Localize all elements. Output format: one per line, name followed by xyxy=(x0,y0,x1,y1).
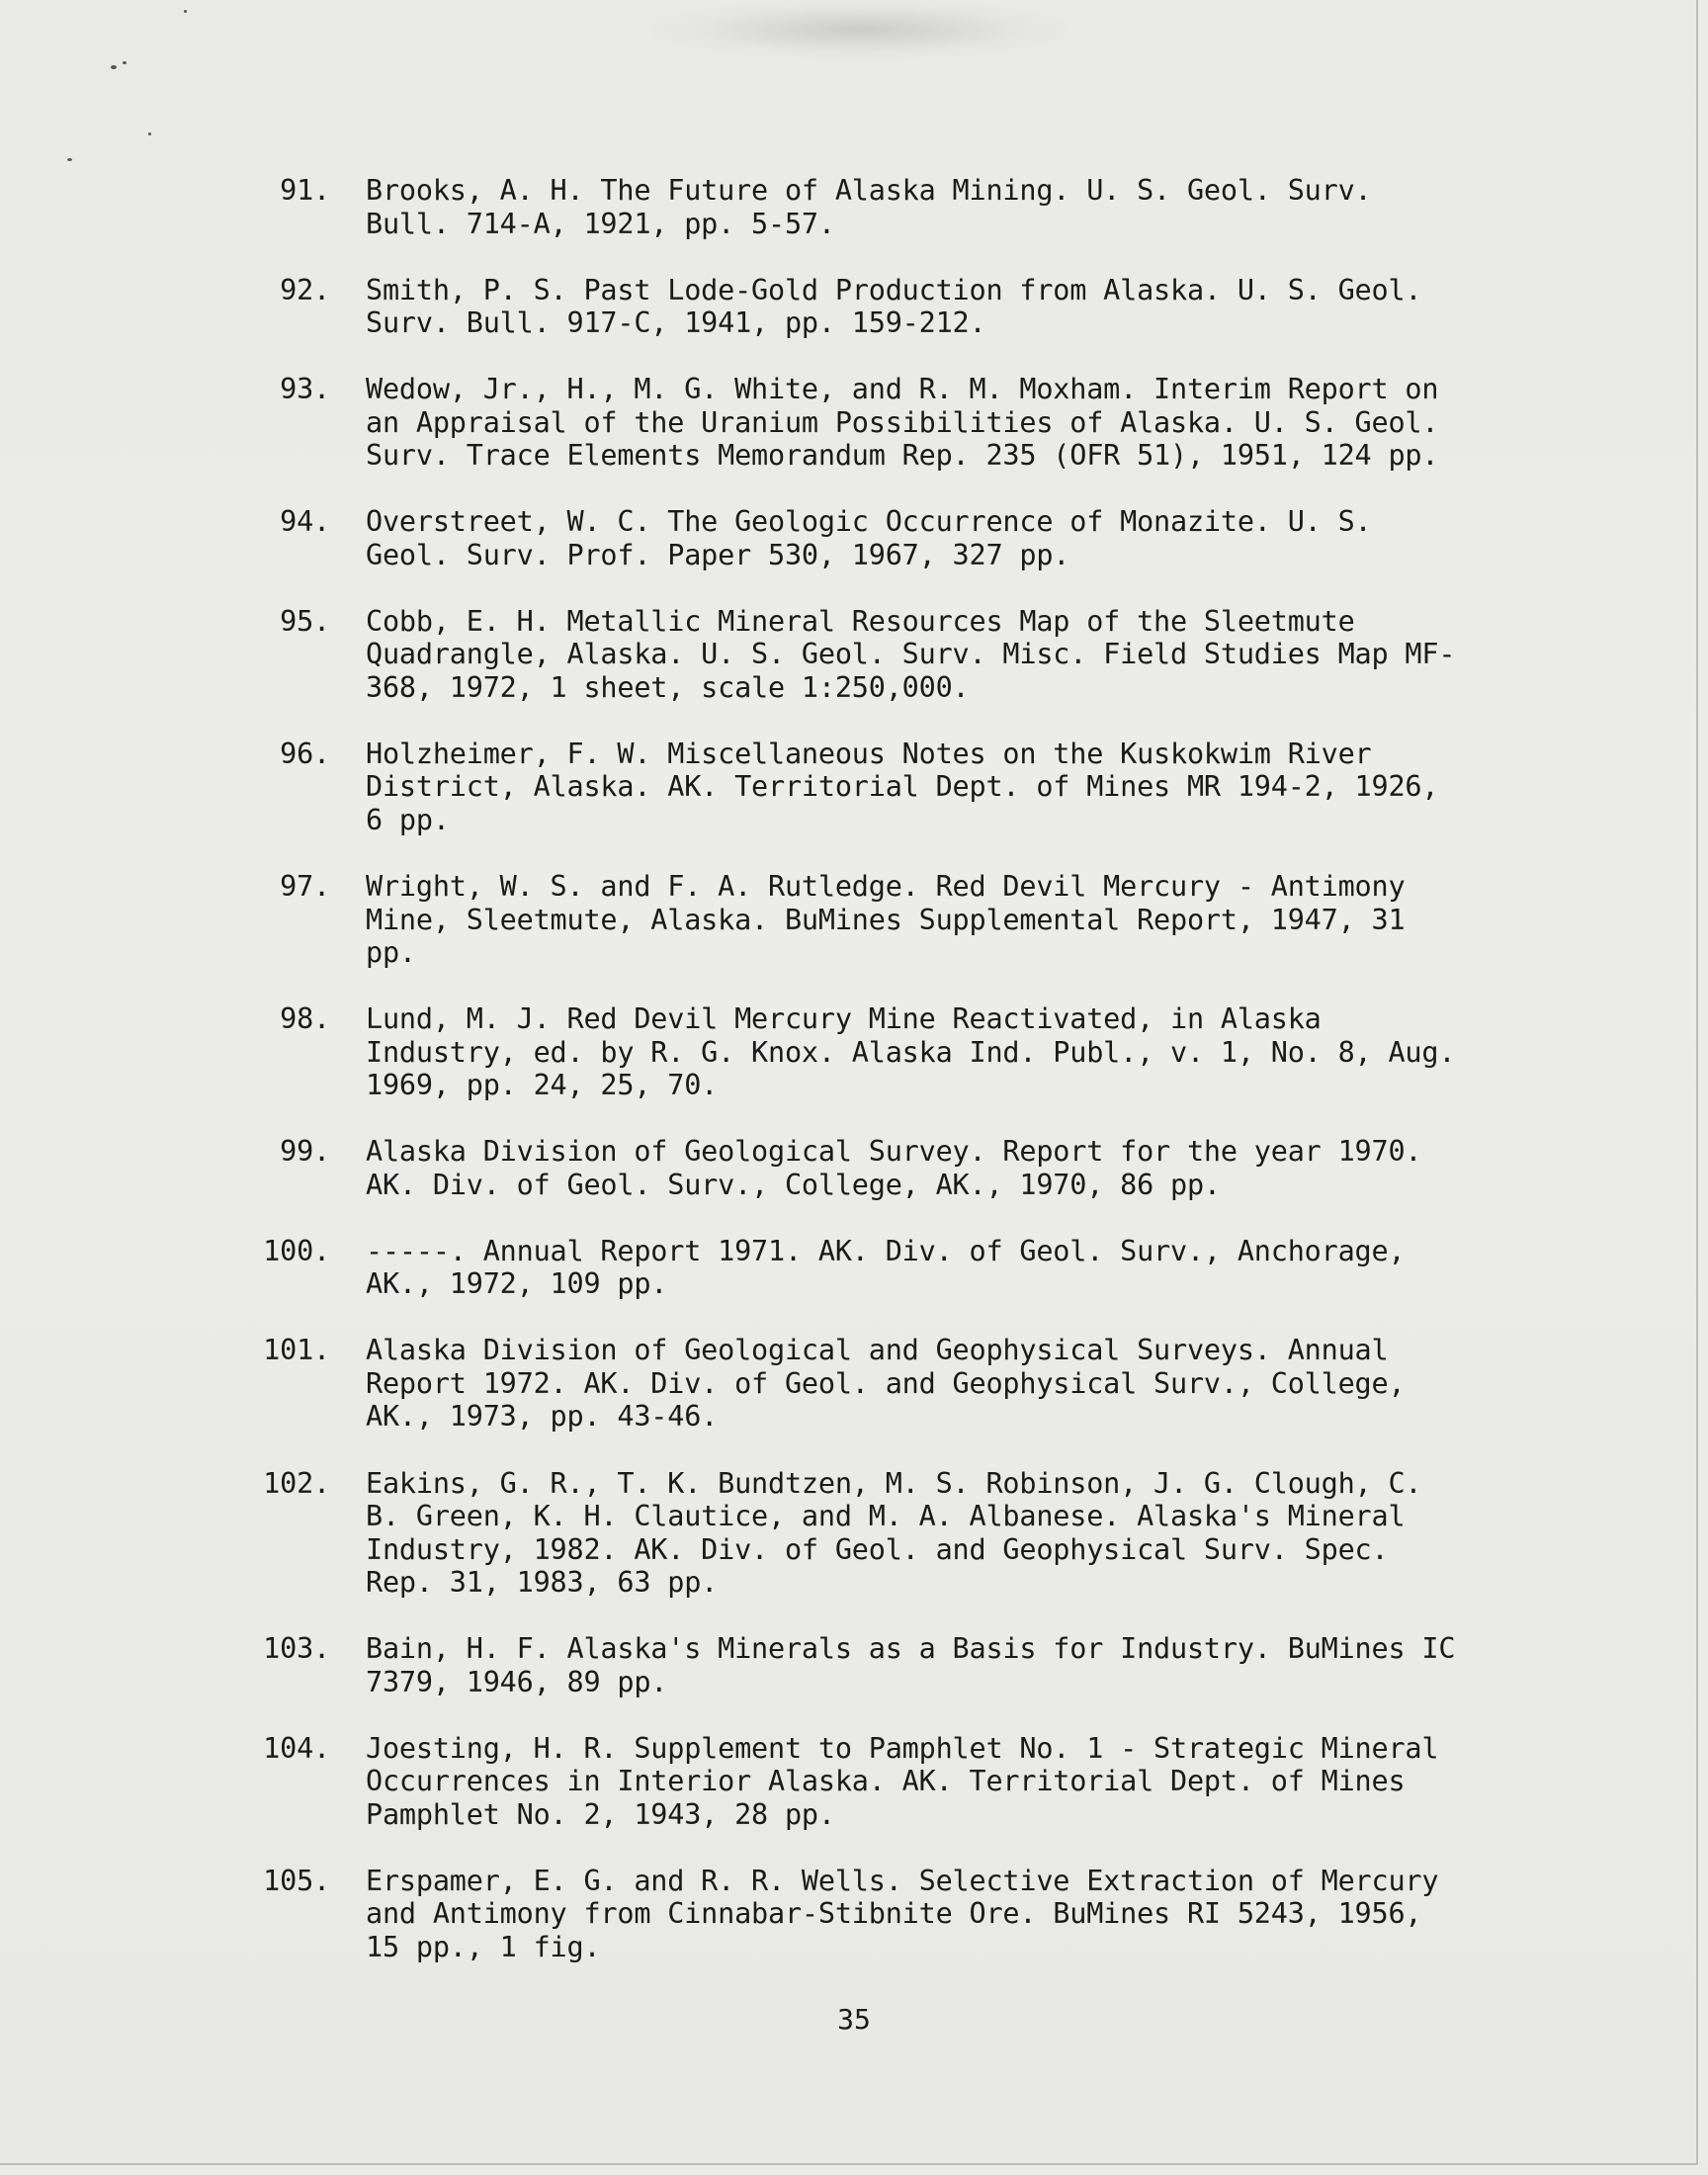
reference-text: Alaska Division of Geological Survey. Report for the year 1970. AK. Div. of Geol. Surv., College, AK., 1970, 86 pp. xyxy=(366,1135,1422,1201)
reference-number: 94. xyxy=(280,505,330,539)
scan-speck xyxy=(67,158,72,161)
reference-number: 91. xyxy=(280,174,330,207)
reference-number: 96. xyxy=(280,737,330,770)
reference-entry xyxy=(257,1002,1542,1102)
scan-speck xyxy=(111,65,117,69)
scan-speck xyxy=(123,61,127,64)
reference-text: Bain, H. F. Alaska's Minerals as a Basis for Industry. BuMines IC 7379, 1946, 89 pp. xyxy=(366,1632,1456,1698)
reference-entry xyxy=(257,1467,1542,1600)
reference-text: Cobb, E. H. Metallic Mineral Resources Map of the Sleetmute Quadrangle, Alaska. U. S. Geol. Surv. Misc. Field Studies Map MF-368, 1972, 1 sheet, scale 1:250,000. xyxy=(366,604,1456,704)
scan-smudge xyxy=(652,0,1068,59)
reference-number: 98. xyxy=(280,1002,330,1036)
reference-number: 97. xyxy=(280,870,330,904)
reference-entry xyxy=(257,870,1542,970)
reference-entry xyxy=(257,738,1542,837)
reference-text: Eakins, G. R., T. K. Bundtzen, M. S. Robinson, J. G. Clough, C. B. Green, K. H. Clautice, and M. A. Albanese. Alaska's Mineral Industry, 1982. AK. Div. of Geol. and Geophysical Surv. Spec. Rep. 31, 1983, 63 pp. xyxy=(366,1466,1422,1600)
reference-text: Smith, P. S. Past Lode-Gold Production from Alaska. U. S. Geol. Surv. Bull. 917-C, 1941, pp. 159-212. xyxy=(366,273,1422,340)
reference-entry xyxy=(257,1135,1542,1201)
reference-entry xyxy=(257,1732,1542,1832)
reference-text: Holzheimer, F. W. Miscellaneous Notes on the Kuskokwim River District, Alaska. AK. Territorial Dept. of Mines MR 194-2, 1926, 6 pp. xyxy=(366,737,1439,836)
reference-number: 99. xyxy=(280,1135,330,1169)
reference-text: Joesting, H. R. Supplement to Pamphlet No. 1 - Strategic Mineral Occurrences in Interior Alaska. AK. Territorial Dept. of Mines Pamphlet No. 2, 1943, 28 pp. xyxy=(366,1731,1439,1831)
reference-entry xyxy=(257,605,1542,705)
reference-number: 93. xyxy=(280,373,330,406)
reference-text: Erspamer, E. G. and R. R. Wells. Selective Extraction of Mercury and Antimony from Cinnabar-Stibnite Ore. BuMines RI 5243, 1956, 15 pp., 1 fig. xyxy=(366,1864,1439,1963)
reference-number: 100. xyxy=(263,1234,330,1267)
scan-speck xyxy=(148,132,151,135)
reference-number: 102. xyxy=(263,1466,330,1500)
reference-number: 104. xyxy=(263,1731,330,1765)
reference-entry xyxy=(257,1334,1542,1434)
reference-text: Brooks, A. H. The Future of Alaska Mining. U. S. Geol. Surv. Bull. 714-A, 1921, pp. 5-57. xyxy=(366,174,1372,240)
reference-entry xyxy=(257,174,1542,240)
reference-number: 95. xyxy=(280,604,330,638)
reference-entry xyxy=(257,1632,1542,1698)
reference-number: 92. xyxy=(280,273,330,306)
reference-text: Overstreet, W. C. The Geologic Occurrence of Monazite. U. S. Geol. Surv. Prof. Paper 530, 1967, 327 pp. xyxy=(366,505,1372,571)
reference-text: Wright, W. S. and F. A. Rutledge. Red Devil Mercury - Antimony Mine, Sleetmute, Alaska. BuMines Supplemental Report, 1947, 31 pp. xyxy=(366,870,1406,970)
reference-text: Wedow, Jr., H., M. G. White, and R. M. Moxham. Interim Report on an Appraisal of the Uranium Possibilities of Alaska. U. S. Geol. Surv. Trace Elements Memorandum Rep. 235 (OFR 51), 1951, 124 pp. xyxy=(366,373,1439,473)
reference-entry xyxy=(257,1865,1542,1964)
page-number: 35 xyxy=(837,2003,871,2036)
reference-text: -----. Annual Report 1971. AK. Div. of Geol. Surv., Anchorage, AK., 1972, 109 pp. xyxy=(366,1234,1406,1301)
reference-entry xyxy=(257,1235,1542,1301)
reference-entry xyxy=(257,373,1542,473)
scan-speck xyxy=(184,10,187,13)
reference-entry xyxy=(257,505,1542,571)
reference-number: 105. xyxy=(263,1864,330,1897)
reference-list xyxy=(257,174,1542,1997)
reference-entry xyxy=(257,274,1542,340)
reference-text: Alaska Division of Geological and Geophysical Surveys. Annual Report 1972. AK. Div. of Geol. and Geophysical Surv., College, AK., 1973, pp. 43-46. xyxy=(366,1334,1406,1434)
reference-text: Lund, M. J. Red Devil Mercury Mine Reactivated, in Alaska Industry, ed. by R. G. Knox. Alaska Ind. Publ., v. 1, No. 8, Aug. 1969, pp. 24, 25, 70. xyxy=(366,1002,1456,1102)
reference-number: 103. xyxy=(263,1632,330,1666)
reference-number: 101. xyxy=(263,1334,330,1367)
